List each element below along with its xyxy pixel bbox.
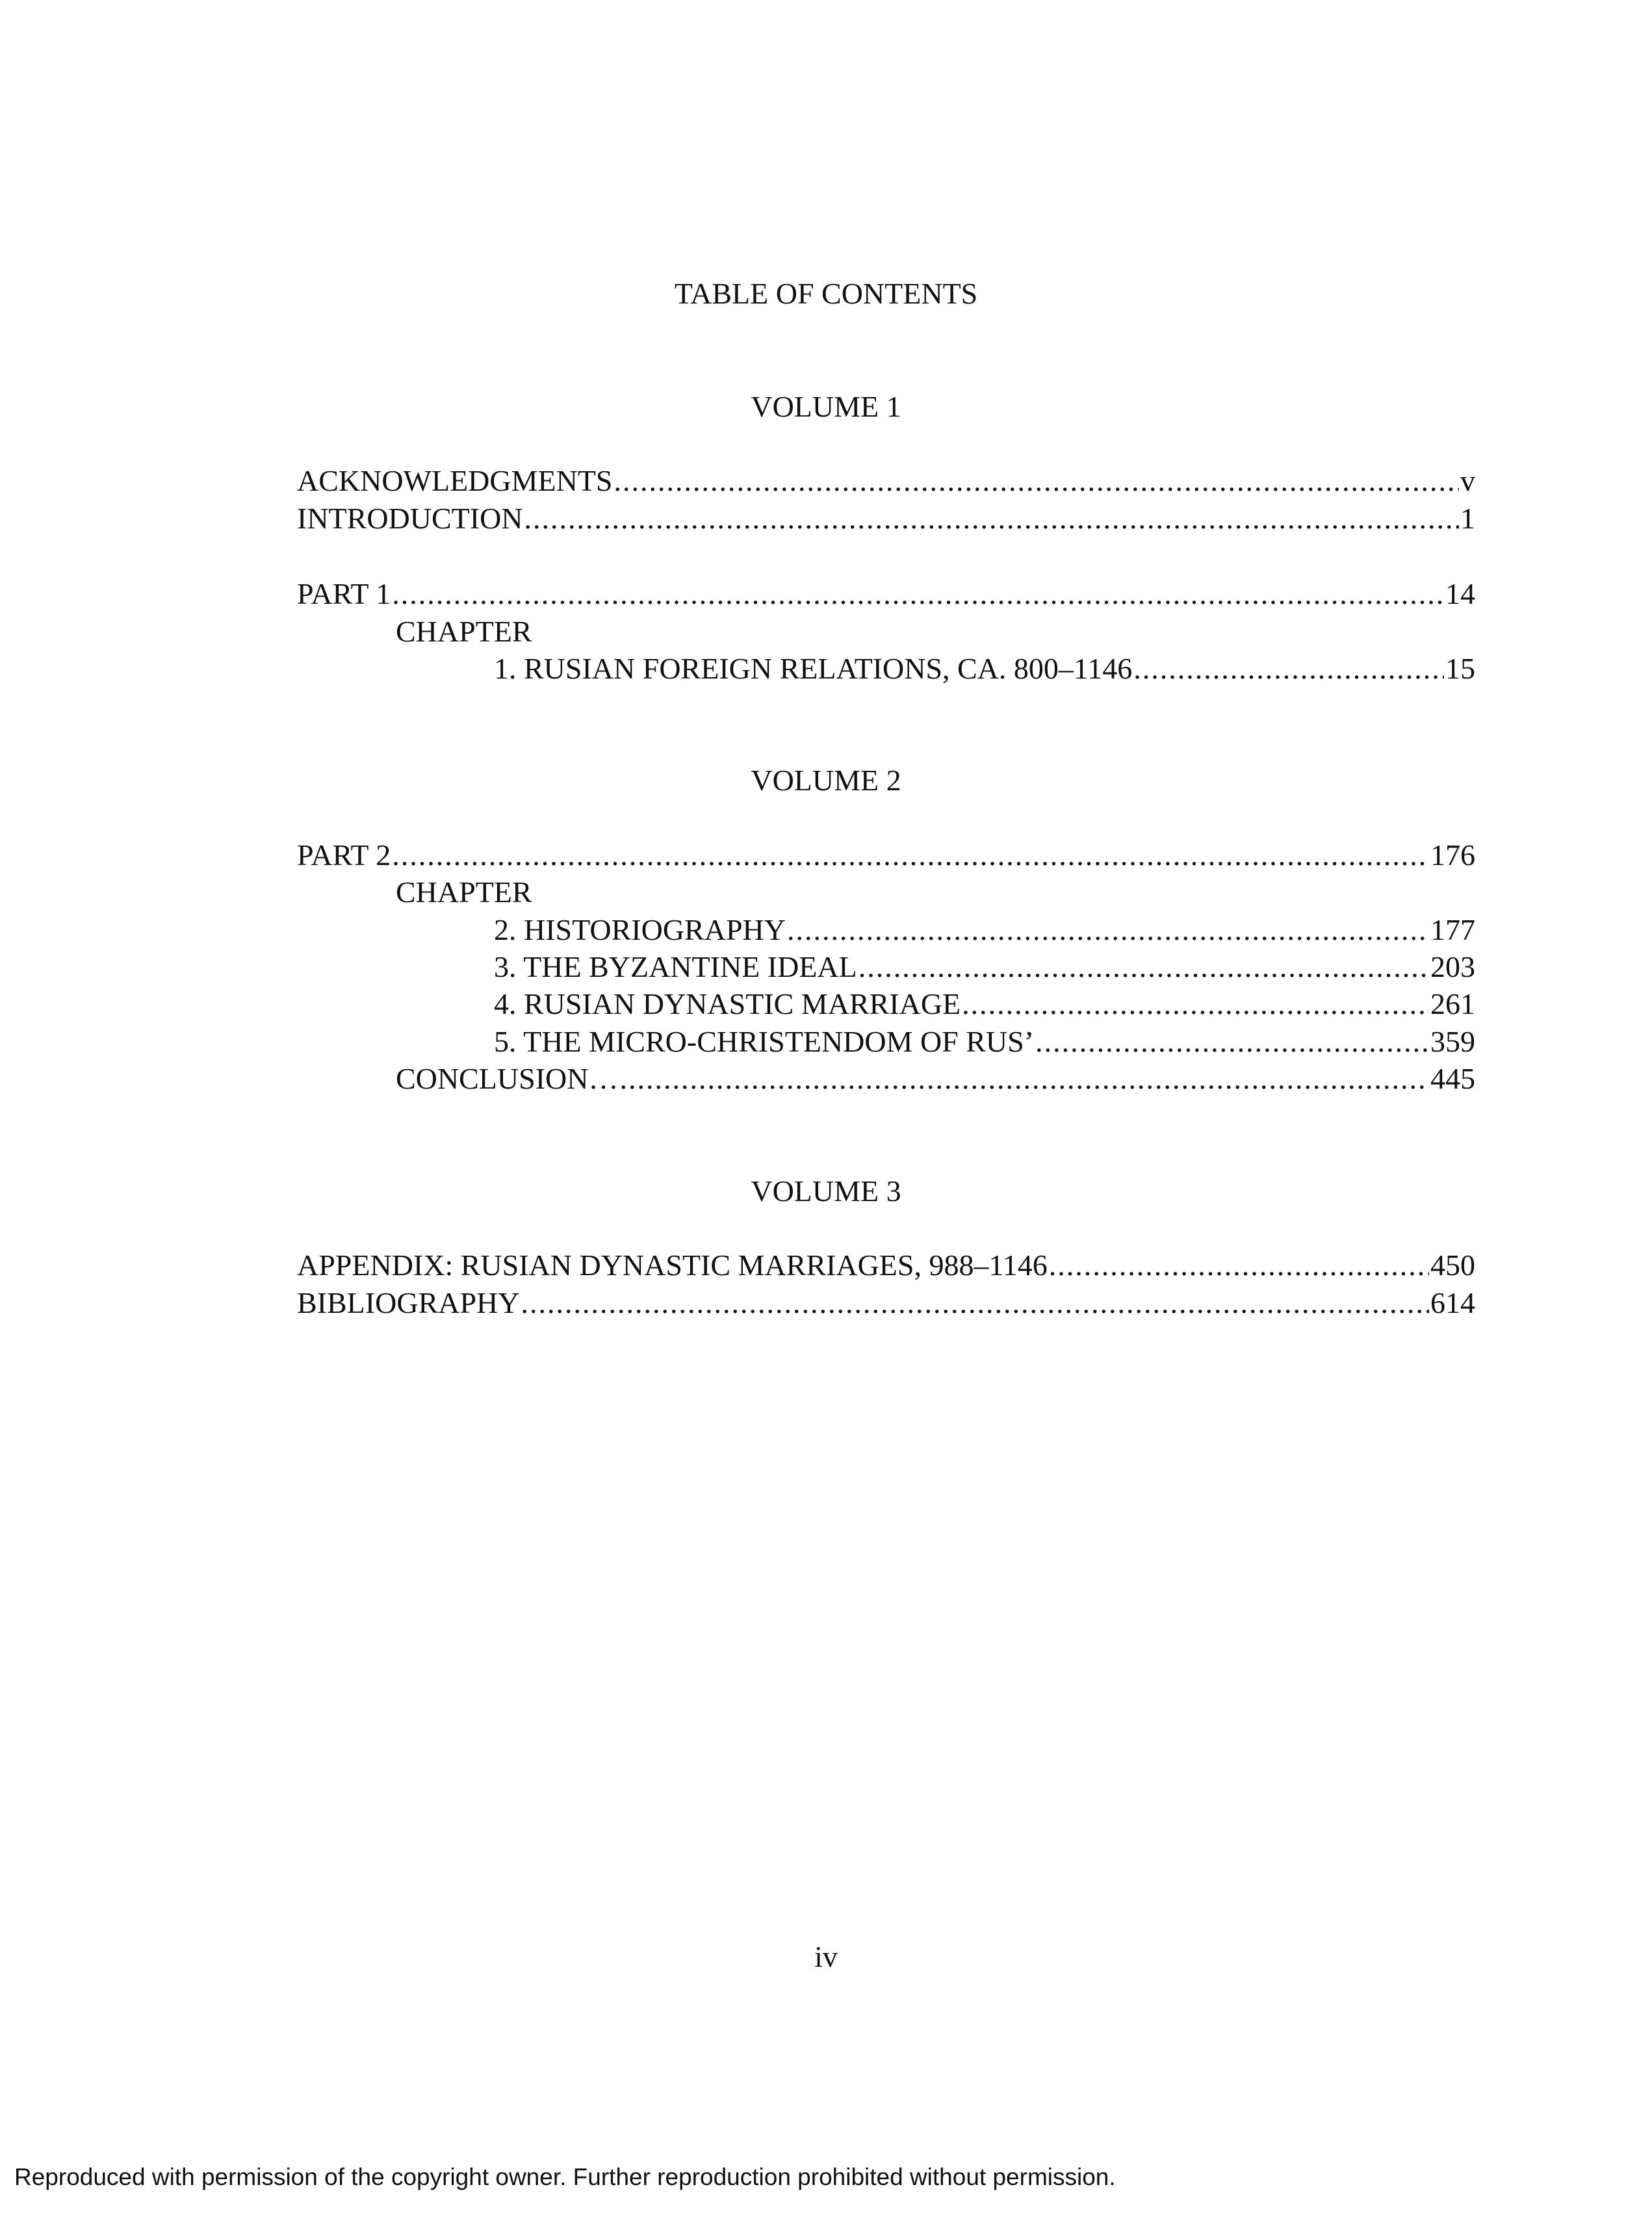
leader-dots xyxy=(787,912,1429,948)
leader-dots xyxy=(521,1285,1429,1321)
chapter-heading-vol2: CHAPTER xyxy=(396,875,532,909)
toc-entry-part-1 xyxy=(297,576,1475,612)
leader-dots xyxy=(1133,651,1444,687)
toc-entry-label: 2. HISTORIOGRAPHY xyxy=(494,913,786,946)
toc-entry-label: PART 1 xyxy=(297,577,391,610)
toc-entry-page: 261 xyxy=(1430,987,1475,1020)
toc-entry-label: PART 2 xyxy=(297,838,391,872)
toc-entry-label: 1. RUSIAN FOREIGN RELATIONS, CA. 800–1146 xyxy=(494,652,1133,685)
leader-dots xyxy=(619,1061,1429,1097)
leader-dots xyxy=(858,949,1429,985)
toc-entry-page: 176 xyxy=(1430,838,1475,872)
toc-entry-page: 1 xyxy=(1460,502,1475,535)
copyright-notice: Reproduced with permission of the copyright owner. Further reproduction prohibited without permission. xyxy=(14,2164,1116,2190)
toc-entry-chapter-5 xyxy=(494,1024,1475,1060)
toc-entry-chapter-3 xyxy=(494,949,1475,985)
volume-2-heading: VOLUME 2 xyxy=(751,764,901,797)
toc-entry-page: 359 xyxy=(1430,1025,1475,1058)
toc-entry-conclusion xyxy=(396,1061,1475,1097)
toc-entry-introduction xyxy=(297,500,1475,537)
leader-dots xyxy=(392,837,1429,874)
leader-dots xyxy=(524,500,1459,537)
toc-entry-page: 177 xyxy=(1430,913,1475,946)
toc-entry-page: 445 xyxy=(1430,1062,1475,1095)
toc-entry-chapter-4 xyxy=(494,986,1475,1022)
leader-dots xyxy=(1035,1024,1429,1060)
toc-entry-label: APPENDIX: RUSIAN DYNASTIC MARRIAGES, 988–1146 xyxy=(297,1249,1048,1282)
toc-title: TABLE OF CONTENTS xyxy=(674,277,978,310)
toc-entry-label: BIBLIOGRAPHY xyxy=(297,1286,520,1319)
chapter-heading-vol1: CHAPTER xyxy=(396,615,532,648)
toc-entry-chapter-2 xyxy=(494,912,1475,948)
toc-entry-page: 614 xyxy=(1430,1286,1475,1319)
leader-dots xyxy=(614,463,1459,499)
toc-entry-chapter-1 xyxy=(494,651,1475,687)
toc-entry-appendix xyxy=(297,1247,1475,1284)
page-number: iv xyxy=(814,1940,838,1973)
toc-entry-page: 203 xyxy=(1430,950,1475,983)
leader-dots xyxy=(1049,1247,1429,1284)
toc-entry-label: CONCLUSION… xyxy=(396,1062,619,1095)
leader-dots xyxy=(392,576,1444,612)
toc-entry-label: 3. THE BYZANTINE IDEAL xyxy=(494,950,857,983)
toc-entry-acknowledgments xyxy=(297,463,1475,499)
toc-entry-page: 15 xyxy=(1445,652,1475,685)
toc-entry-label: 5. THE MICRO-CHRISTENDOM OF RUS’ xyxy=(494,1025,1035,1058)
toc-entry-label: INTRODUCTION xyxy=(297,502,523,535)
volume-3-heading: VOLUME 3 xyxy=(751,1174,901,1208)
toc-entry-part-2 xyxy=(297,837,1475,874)
toc-entry-page: v xyxy=(1460,464,1475,497)
toc-entry-label: ACKNOWLEDGMENTS xyxy=(297,464,613,497)
leader-dots xyxy=(962,986,1429,1022)
toc-entry-page: 450 xyxy=(1430,1249,1475,1282)
toc-entry-page: 14 xyxy=(1445,577,1475,610)
toc-entry-label: 4. RUSIAN DYNASTIC MARRIAGE xyxy=(494,987,961,1020)
toc-entry-bibliography xyxy=(297,1285,1475,1321)
volume-1-heading: VOLUME 1 xyxy=(751,390,901,423)
